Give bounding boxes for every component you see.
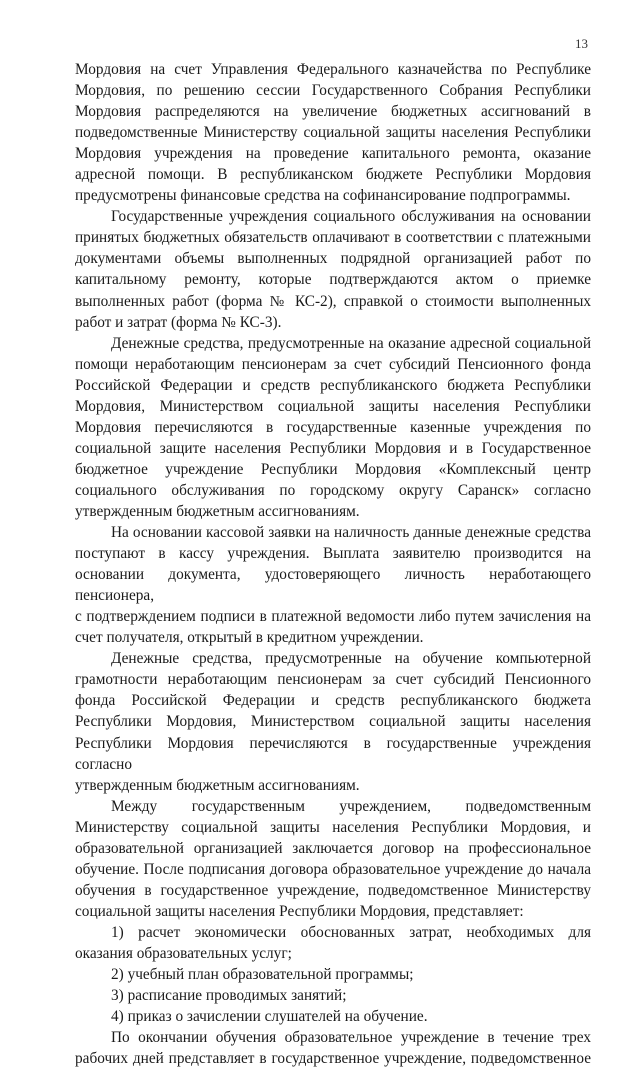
text-line: капитальному ремонту, которые подтверждаются актом о приемке: [75, 271, 591, 289]
document-body: [75, 59, 591, 1069]
text-line: 1) расчет экономически обоснованных затрат, необходимых для: [111, 923, 591, 941]
text-line: рабочих дней представляет в государственное учреждение, подведомственное: [75, 1050, 591, 1068]
text-line: бюджетное учреждение Республики Мордовия «Комплексный центр: [75, 460, 591, 478]
text-line: утвержденным бюджетным ассигнованиям.: [75, 776, 360, 794]
text-line: поступают в кассу учреждения. Выплата заявителю производится на: [75, 545, 591, 563]
text-line: социальной защите населения Республики Мордовия и в Государственное: [75, 439, 591, 457]
text-line: 2) учебный план образовательной программы;: [111, 966, 414, 984]
text-line: Мордовия учреждения на проведение капитального ремонта, оказание: [75, 145, 591, 163]
text-line: обучения в государственное учреждение, подведомственное Министерству: [75, 881, 591, 899]
text-line: 3) расписание проводимых занятий;: [111, 987, 347, 1005]
text-line: документами объемы выполненных подрядной организацией работ по: [75, 250, 591, 268]
text-line: с подтверждением подписи в платежной ведомости либо путем зачисления на: [75, 608, 591, 626]
page-number: 13: [575, 36, 588, 51]
text-line: Мордовия распределяются на увеличение бюджетных ассигнований в: [75, 103, 591, 121]
text-line: 4) приказ о зачислении слушателей на обучение.: [111, 1008, 428, 1026]
text-line: Республики Мордовия перечисляются в государственные учреждения согласно: [75, 734, 591, 773]
text-line: Мордовия, Министерством социальной защиты населения Республики: [75, 397, 591, 415]
text-line: Республики Мордовия, Министерством социальной защиты населения: [75, 713, 591, 731]
text-line: работ и затрат (форма № КС-3).: [75, 313, 282, 331]
text-line: Мордовия, по решению сессии Государственного Собрания Республики: [75, 82, 591, 100]
text-line: принятых бюджетных обязательств оплачивают в соответствии с платежными: [75, 229, 591, 247]
text-line: обучение. После подписания договора образовательное учреждение до начала: [75, 860, 591, 878]
text-line: утвержденным бюджетным ассигнованиям.: [75, 502, 360, 520]
text-line: Денежные средства, предусмотренные на оказание адресной социальной: [111, 334, 591, 352]
text-line: предусмотрены финансовые средства на софинансирование подпрограммы.: [75, 187, 571, 205]
text-line: образовательной организацией заключается договор на профессиональное: [75, 839, 591, 857]
text-line: выполненных работ (форма № КС-2), справкой о стоимости выполненных: [75, 292, 591, 310]
text-line: На основании кассовой заявки на наличность данные денежные средства: [111, 524, 591, 542]
text-line: фонда Российской Федерации и средств республиканского бюджета: [75, 692, 591, 710]
text-line: Денежные средства, предусмотренные на обучение компьютерной: [111, 650, 591, 668]
text-line: помощи неработающим пенсионерам за счет субсидий Пенсионного фонда: [75, 355, 591, 373]
text-line: оказания образовательных услуг;: [75, 944, 292, 962]
text-line: социальной защиты населения Республики Мордовия, представляет:: [75, 902, 524, 920]
text-line: Мордовия на счет Управления Федерального казначейства по Республике: [75, 61, 591, 78]
text-line: основании документа, удостоверяющего личность неработающего пенсионера,: [75, 566, 591, 605]
text-line: подведомственные Министерству социальной защиты населения Республики: [75, 124, 591, 142]
text-line: счет получателя, открытый в кредитном учреждении.: [75, 629, 424, 647]
text-line: По окончании обучения образовательное учреждение в течение трех: [111, 1029, 591, 1047]
text-line: Мордовия перечисляются в государственные казенные учреждения по: [75, 418, 591, 436]
text-line: Между государственным учреждением, подведомственным: [111, 797, 591, 815]
text-line: грамотности неработающим пенсионерам за счет субсидий Пенсионного: [75, 671, 591, 689]
text-line: адресной помощи. В республиканском бюджете Республики Мордовия: [75, 166, 591, 184]
text-line: Российской Федерации и средств республиканского бюджета Республики: [75, 376, 591, 394]
text-line: социального обслуживания по городскому округу Саранск» согласно: [75, 481, 591, 499]
text-line: Государственные учреждения социального обслуживания на основании: [111, 208, 591, 226]
text-line: Министерству социальной защиты населения Республики Мордовия, и: [75, 818, 591, 836]
